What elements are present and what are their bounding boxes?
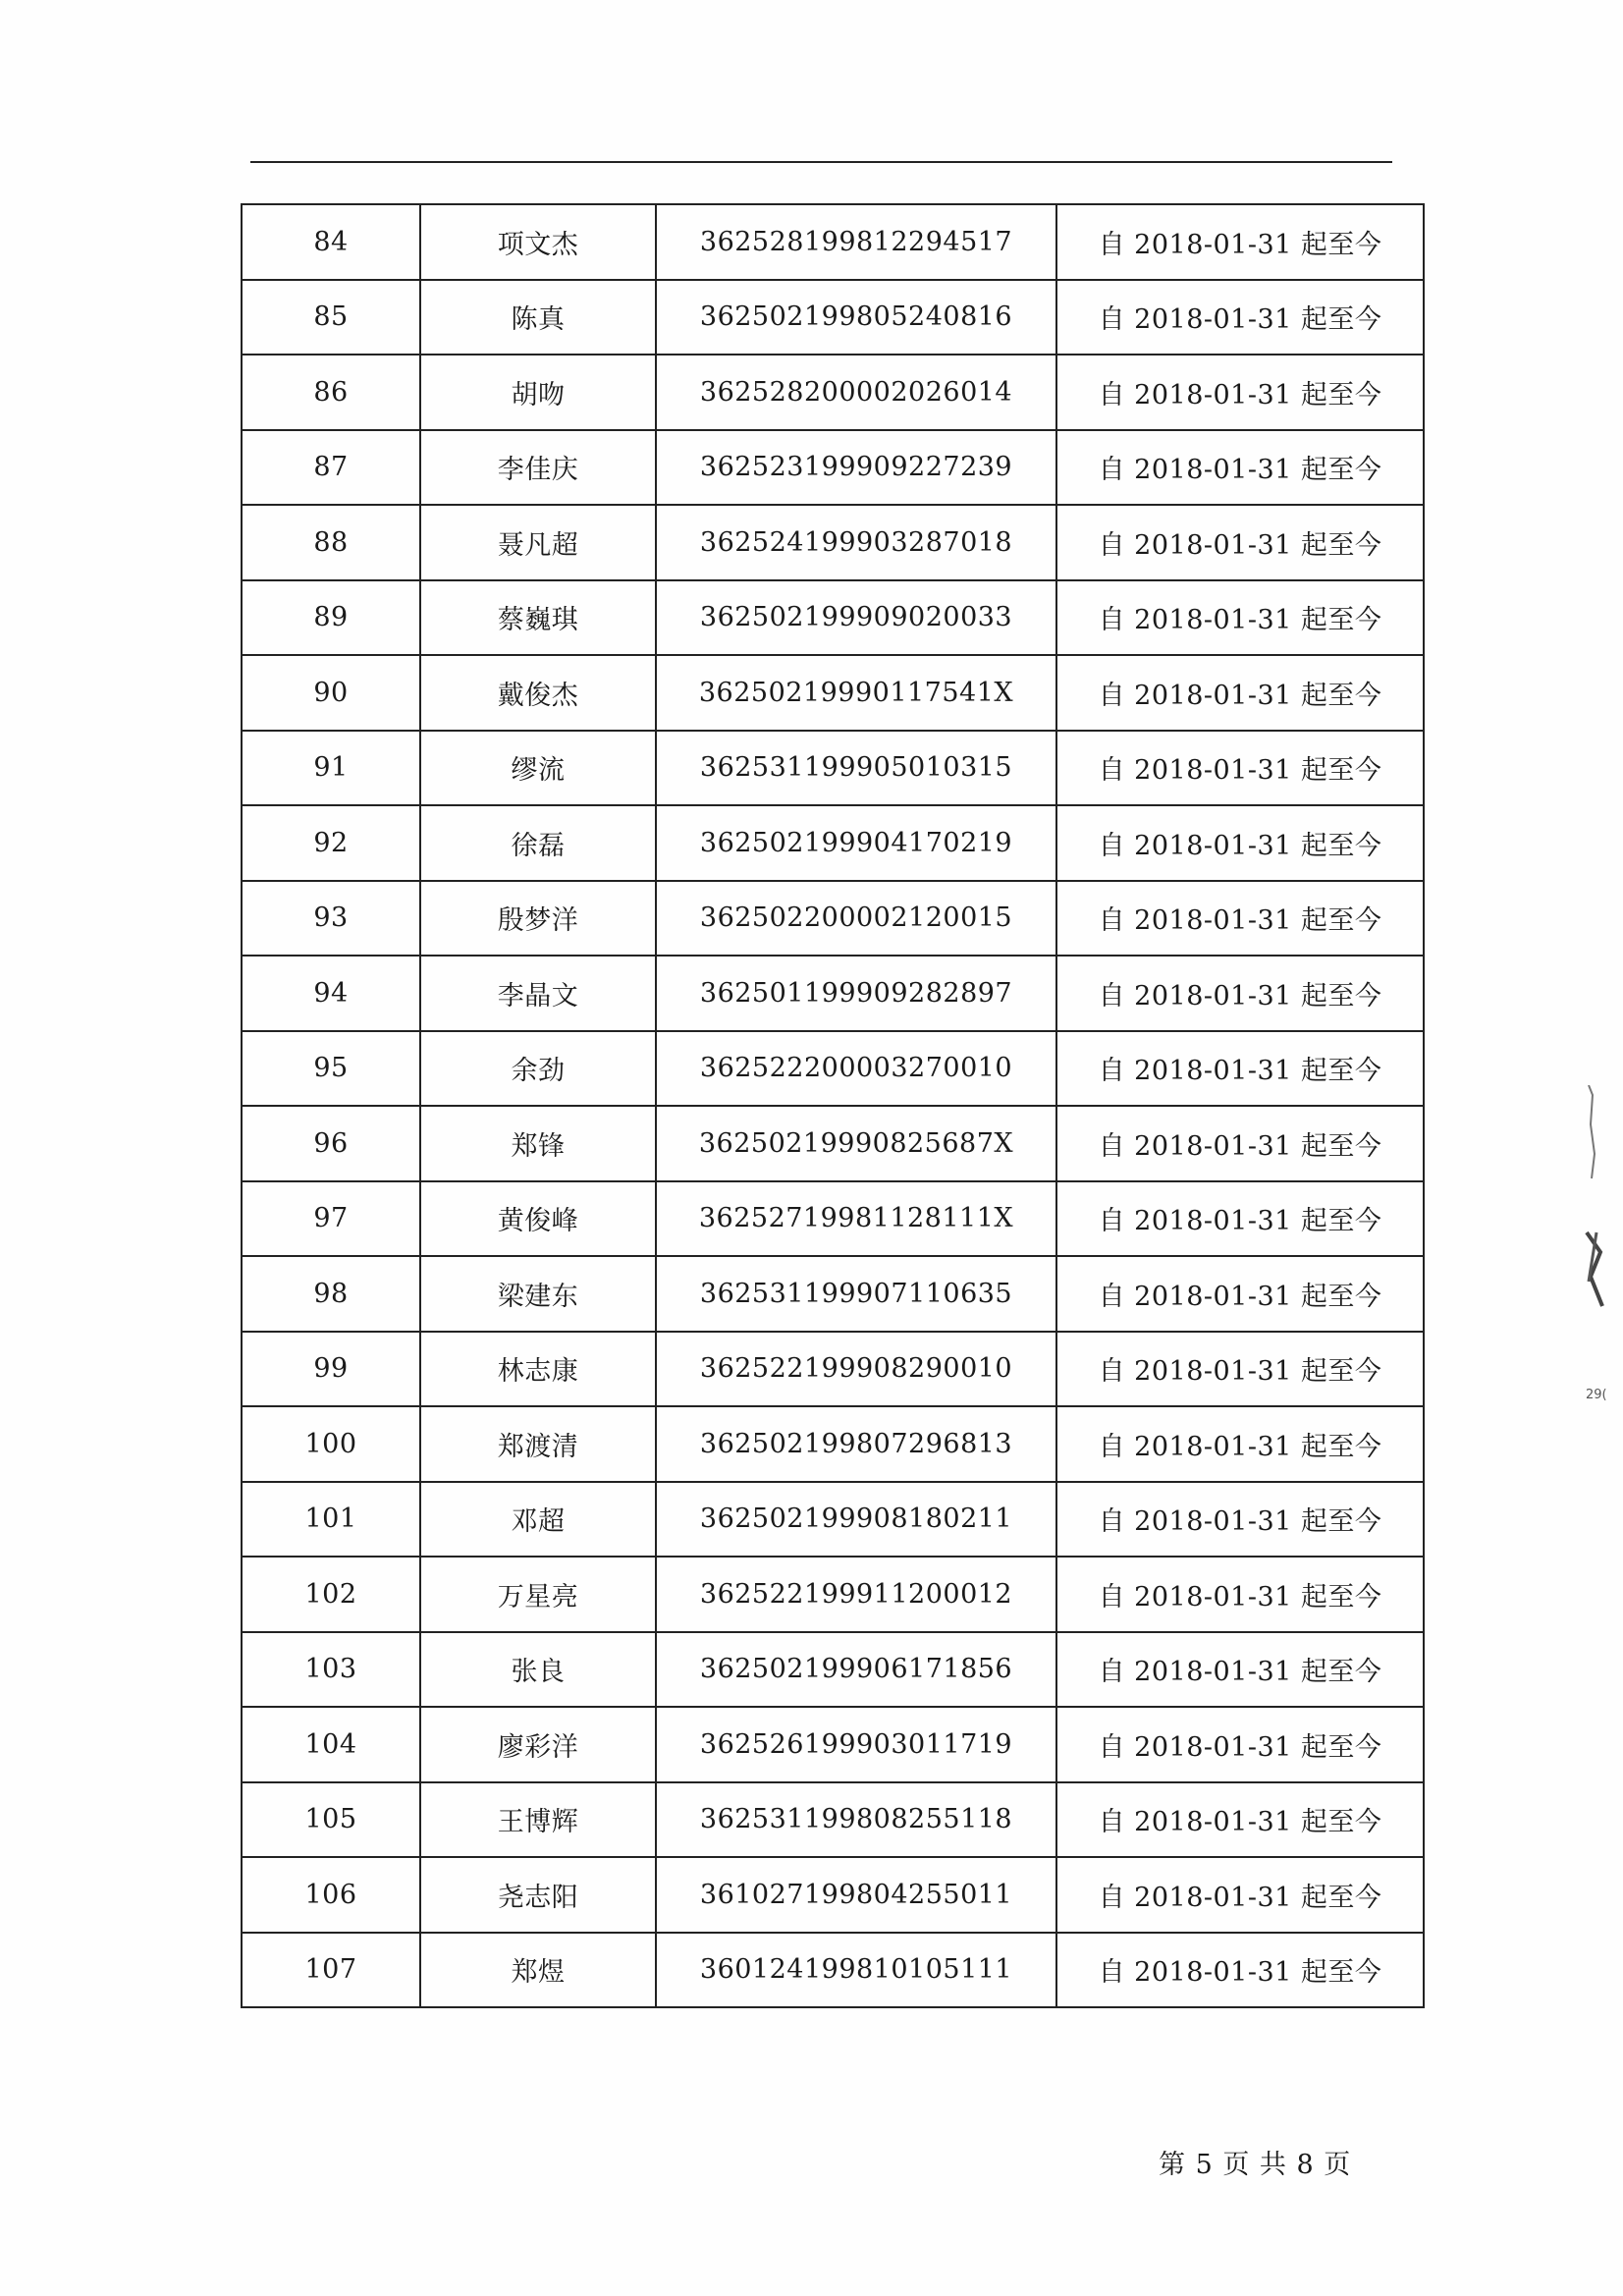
row-number: 88 bbox=[242, 505, 420, 580]
id-number: 361027199804255011 bbox=[656, 1857, 1056, 1933]
id-number: 362522199911200012 bbox=[656, 1557, 1056, 1632]
enrollment-period: 自 2018-01-31 起至今 bbox=[1056, 1933, 1424, 2008]
id-number: 360124199810105111 bbox=[656, 1933, 1056, 2008]
row-number: 86 bbox=[242, 355, 420, 430]
binding-edge-mark bbox=[1583, 1085, 1606, 1311]
id-number: 362501199909282897 bbox=[656, 956, 1056, 1031]
id-number: 36252719981128111X bbox=[656, 1181, 1056, 1257]
id-number: 362531199808255118 bbox=[656, 1782, 1056, 1858]
row-number: 95 bbox=[242, 1031, 420, 1107]
table-row bbox=[242, 731, 1424, 806]
enrollment-period: 自 2018-01-31 起至今 bbox=[1056, 1557, 1424, 1632]
enrollment-period: 自 2018-01-31 起至今 bbox=[1056, 1031, 1424, 1107]
table-row bbox=[242, 1106, 1424, 1181]
table-row bbox=[242, 1332, 1424, 1407]
person-name: 胡吻 bbox=[420, 355, 656, 430]
enrollment-period: 自 2018-01-31 起至今 bbox=[1056, 430, 1424, 506]
table-row bbox=[242, 505, 1424, 580]
id-number: 362502199807296813 bbox=[656, 1406, 1056, 1482]
table-row bbox=[242, 881, 1424, 957]
id-number: 36250219990825687X bbox=[656, 1106, 1056, 1181]
enrollment-period: 自 2018-01-31 起至今 bbox=[1056, 204, 1424, 280]
person-name: 聂凡超 bbox=[420, 505, 656, 580]
enrollment-period: 自 2018-01-31 起至今 bbox=[1056, 1632, 1424, 1708]
row-number: 104 bbox=[242, 1707, 420, 1782]
id-number: 362523199909227239 bbox=[656, 430, 1056, 506]
id-number: 362531199905010315 bbox=[656, 731, 1056, 806]
person-name: 徐磊 bbox=[420, 805, 656, 881]
row-number: 100 bbox=[242, 1406, 420, 1482]
enrollment-period: 自 2018-01-31 起至今 bbox=[1056, 956, 1424, 1031]
person-name: 郑渡清 bbox=[420, 1406, 656, 1482]
person-name: 黄俊峰 bbox=[420, 1181, 656, 1257]
id-number: 362524199903287018 bbox=[656, 505, 1056, 580]
page-number: 第 5 页 共 8 页 bbox=[1159, 2150, 1352, 2180]
row-number: 106 bbox=[242, 1857, 420, 1933]
enrollment-period: 自 2018-01-31 起至今 bbox=[1056, 1782, 1424, 1858]
table-row bbox=[242, 956, 1424, 1031]
person-name: 蔡巍琪 bbox=[420, 580, 656, 656]
enrollment-period: 自 2018-01-31 起至今 bbox=[1056, 881, 1424, 957]
row-number: 96 bbox=[242, 1106, 420, 1181]
person-name: 梁建东 bbox=[420, 1256, 656, 1332]
id-number: 362502199805240816 bbox=[656, 280, 1056, 355]
table-row bbox=[242, 1557, 1424, 1632]
person-name: 郑煜 bbox=[420, 1933, 656, 2008]
person-name: 项文杰 bbox=[420, 204, 656, 280]
id-number: 362531199907110635 bbox=[656, 1256, 1056, 1332]
table-row bbox=[242, 280, 1424, 355]
table-row bbox=[242, 1857, 1424, 1933]
enrollment-period: 自 2018-01-31 起至今 bbox=[1056, 1181, 1424, 1257]
person-name: 郑锋 bbox=[420, 1106, 656, 1181]
enrollment-period: 自 2018-01-31 起至今 bbox=[1056, 731, 1424, 806]
binding-edge-text: 29( bbox=[1586, 1388, 1607, 1402]
roster-table bbox=[241, 203, 1425, 2008]
person-name: 李晶文 bbox=[420, 956, 656, 1031]
enrollment-period: 自 2018-01-31 起至今 bbox=[1056, 580, 1424, 656]
id-number: 362502199908180211 bbox=[656, 1482, 1056, 1558]
enrollment-period: 自 2018-01-31 起至今 bbox=[1056, 1332, 1424, 1407]
enrollment-period: 自 2018-01-31 起至今 bbox=[1056, 1857, 1424, 1933]
row-number: 97 bbox=[242, 1181, 420, 1257]
row-number: 101 bbox=[242, 1482, 420, 1558]
row-number: 98 bbox=[242, 1256, 420, 1332]
id-number: 362522199908290010 bbox=[656, 1332, 1056, 1407]
header-rule bbox=[250, 161, 1392, 163]
row-number: 85 bbox=[242, 280, 420, 355]
row-number: 91 bbox=[242, 731, 420, 806]
table-row bbox=[242, 1933, 1424, 2008]
row-number: 84 bbox=[242, 204, 420, 280]
id-number: 362502200002120015 bbox=[656, 881, 1056, 957]
row-number: 103 bbox=[242, 1632, 420, 1708]
table-row bbox=[242, 1181, 1424, 1257]
table-row bbox=[242, 655, 1424, 731]
enrollment-period: 自 2018-01-31 起至今 bbox=[1056, 1256, 1424, 1332]
enrollment-period: 自 2018-01-31 起至今 bbox=[1056, 1106, 1424, 1181]
id-number: 362502199904170219 bbox=[656, 805, 1056, 881]
table-row bbox=[242, 355, 1424, 430]
enrollment-period: 自 2018-01-31 起至今 bbox=[1056, 655, 1424, 731]
id-number: 362522200003270010 bbox=[656, 1031, 1056, 1107]
id-number: 362526199903011719 bbox=[656, 1707, 1056, 1782]
enrollment-period: 自 2018-01-31 起至今 bbox=[1056, 280, 1424, 355]
table-row bbox=[242, 1782, 1424, 1858]
person-name: 王博辉 bbox=[420, 1782, 656, 1858]
person-name: 李佳庆 bbox=[420, 430, 656, 506]
person-name: 尧志阳 bbox=[420, 1857, 656, 1933]
row-number: 107 bbox=[242, 1933, 420, 2008]
table-row bbox=[242, 580, 1424, 656]
person-name: 余劲 bbox=[420, 1031, 656, 1107]
table-row bbox=[242, 430, 1424, 506]
person-name: 万星亮 bbox=[420, 1557, 656, 1632]
table-row bbox=[242, 1031, 1424, 1107]
person-name: 张良 bbox=[420, 1632, 656, 1708]
row-number: 93 bbox=[242, 881, 420, 957]
row-number: 102 bbox=[242, 1557, 420, 1632]
id-number: 36250219990117541X bbox=[656, 655, 1056, 731]
person-name: 林志康 bbox=[420, 1332, 656, 1407]
id-number: 362528199812294517 bbox=[656, 204, 1056, 280]
table-row bbox=[242, 1406, 1424, 1482]
id-number: 362502199909020033 bbox=[656, 580, 1056, 656]
roster-table-body bbox=[242, 204, 1424, 2007]
row-number: 99 bbox=[242, 1332, 420, 1407]
row-number: 94 bbox=[242, 956, 420, 1031]
table-row bbox=[242, 1482, 1424, 1558]
enrollment-period: 自 2018-01-31 起至今 bbox=[1056, 1707, 1424, 1782]
row-number: 92 bbox=[242, 805, 420, 881]
enrollment-period: 自 2018-01-31 起至今 bbox=[1056, 805, 1424, 881]
table-row bbox=[242, 204, 1424, 280]
enrollment-period: 自 2018-01-31 起至今 bbox=[1056, 1406, 1424, 1482]
enrollment-period: 自 2018-01-31 起至今 bbox=[1056, 355, 1424, 430]
person-name: 邓超 bbox=[420, 1482, 656, 1558]
person-name: 戴俊杰 bbox=[420, 655, 656, 731]
table-row bbox=[242, 1707, 1424, 1782]
table-row bbox=[242, 1632, 1424, 1708]
person-name: 缪流 bbox=[420, 731, 656, 806]
row-number: 105 bbox=[242, 1782, 420, 1858]
row-number: 87 bbox=[242, 430, 420, 506]
person-name: 廖彩洋 bbox=[420, 1707, 656, 1782]
table-row bbox=[242, 1256, 1424, 1332]
enrollment-period: 自 2018-01-31 起至今 bbox=[1056, 505, 1424, 580]
person-name: 殷梦洋 bbox=[420, 881, 656, 957]
person-name: 陈真 bbox=[420, 280, 656, 355]
row-number: 90 bbox=[242, 655, 420, 731]
id-number: 362502199906171856 bbox=[656, 1632, 1056, 1708]
id-number: 362528200002026014 bbox=[656, 355, 1056, 430]
enrollment-period: 自 2018-01-31 起至今 bbox=[1056, 1482, 1424, 1558]
row-number: 89 bbox=[242, 580, 420, 656]
table-row bbox=[242, 805, 1424, 881]
